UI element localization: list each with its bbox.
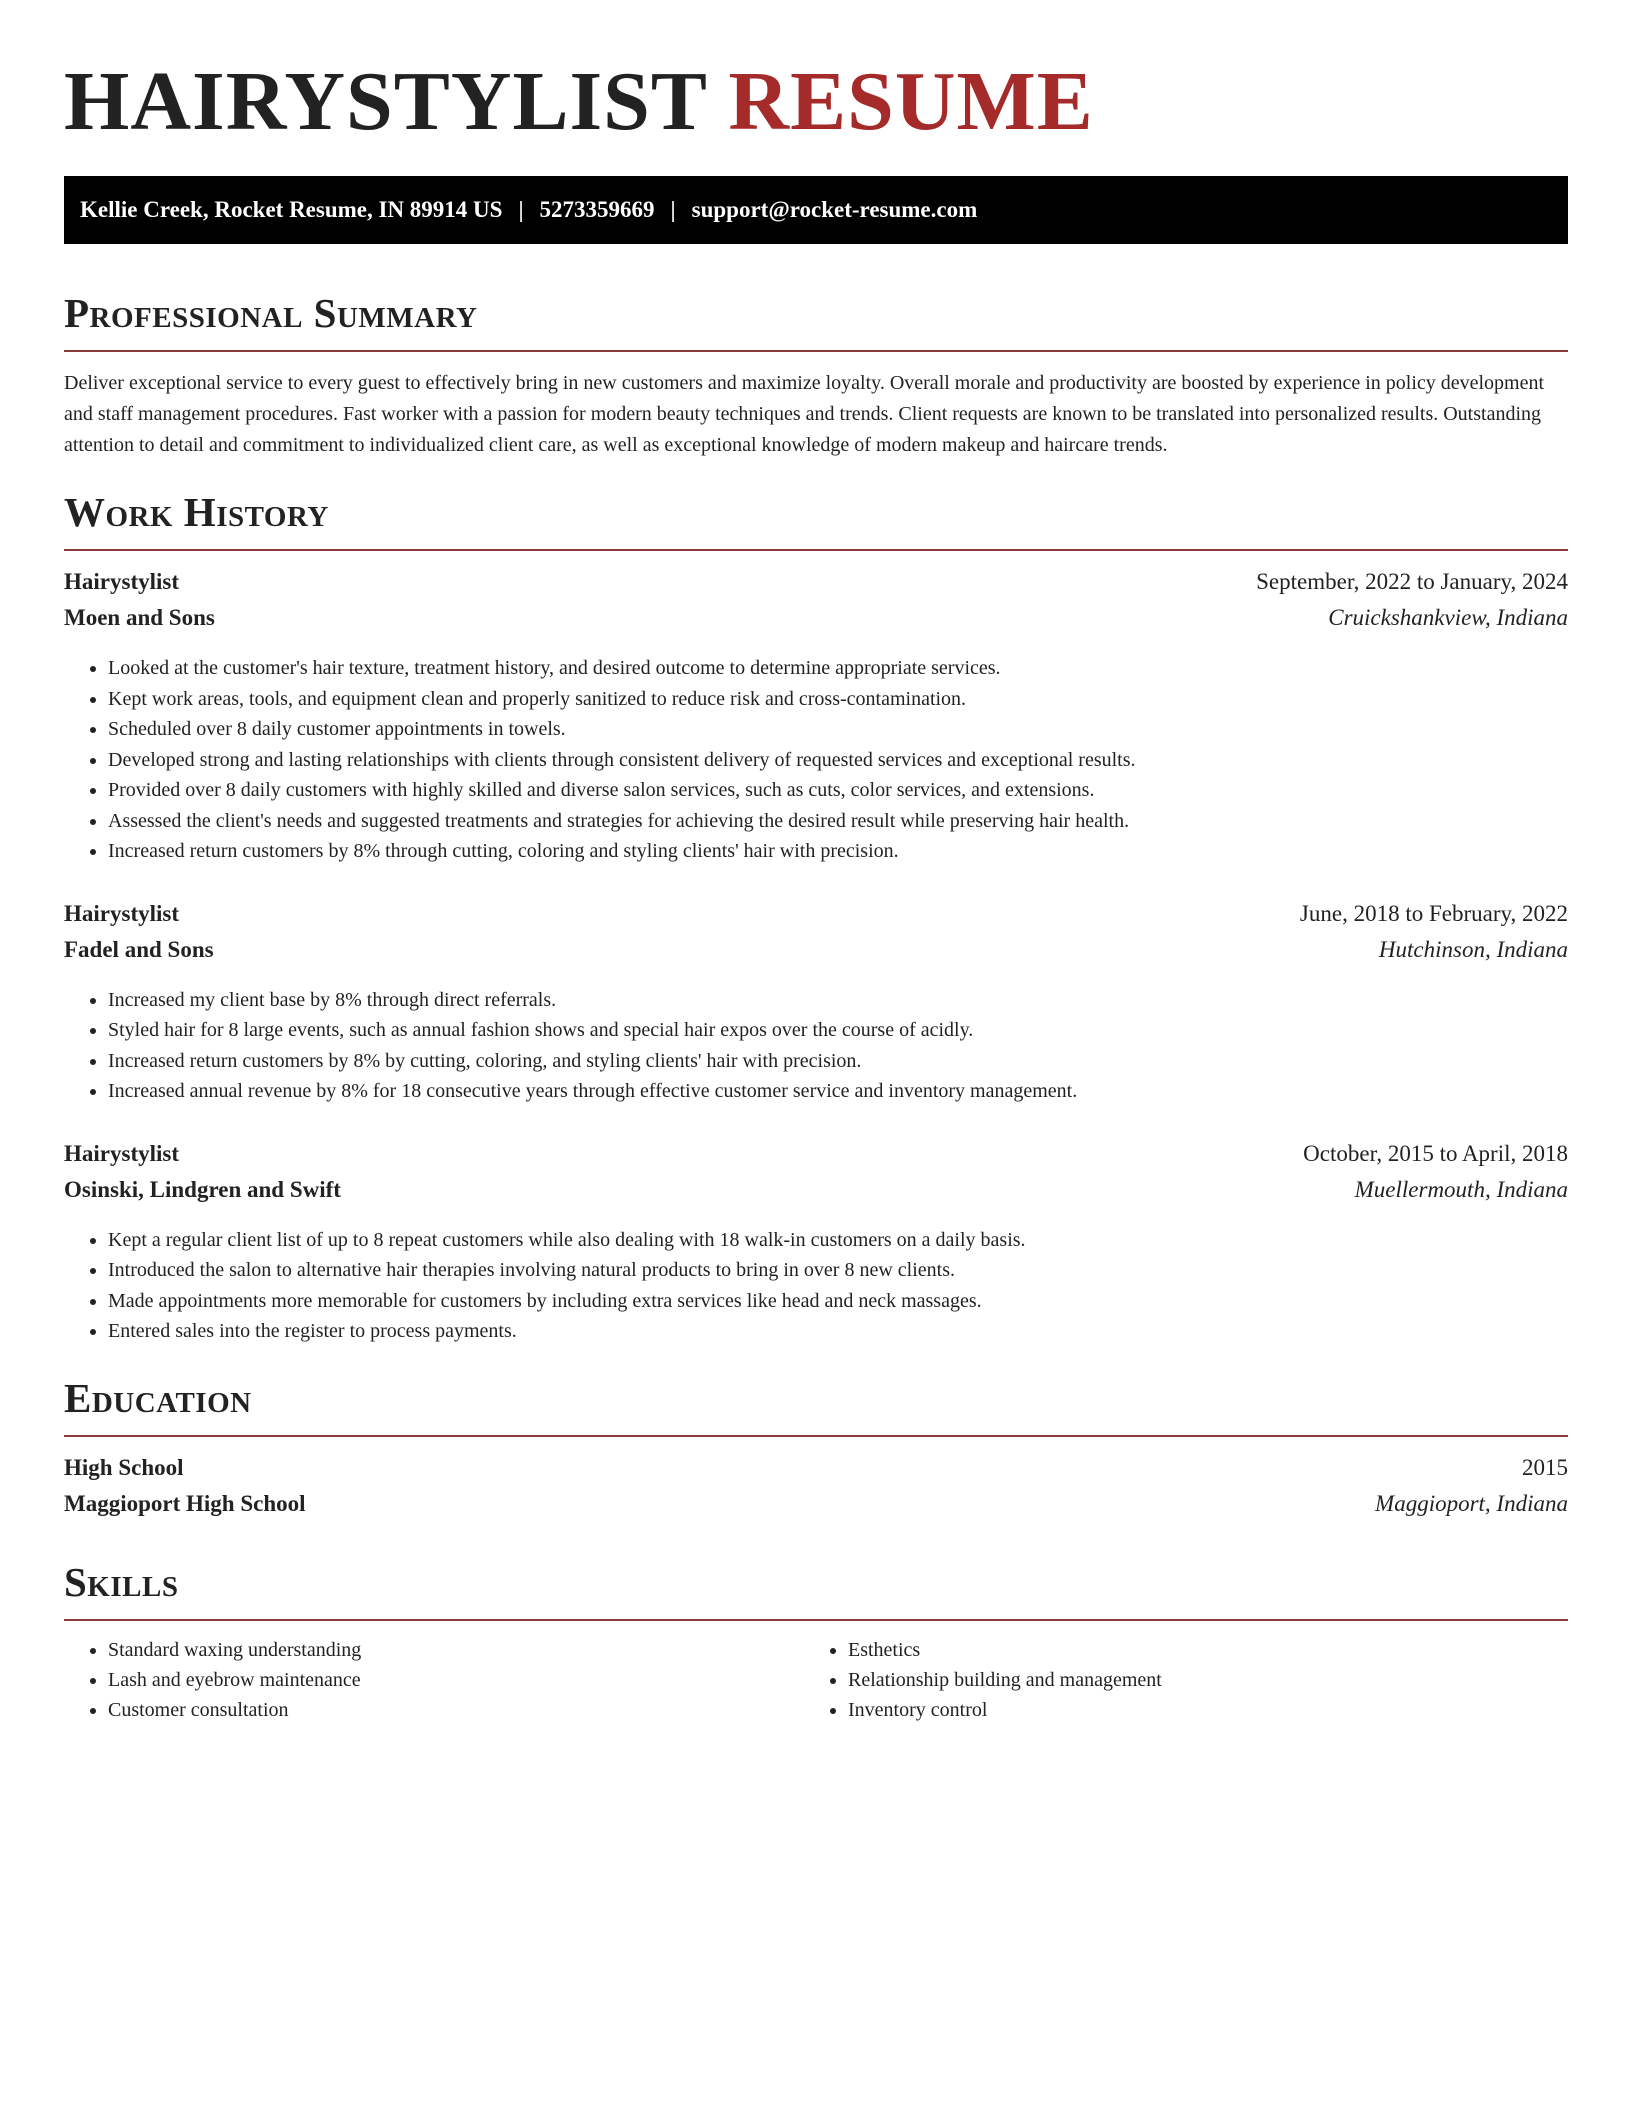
skills-list-left (64, 1635, 804, 1725)
education-heading: Education (64, 1374, 252, 1421)
title-accent: RESUME (728, 55, 1094, 148)
education-year: 2015 (1522, 1454, 1568, 1480)
list-item: • Kept a regular client list of up to 8 repeat customers while also dealing with 18 walk-in customers on a daily basis. (108, 1225, 1568, 1256)
job-dates: October, 2015 to April, 2018 (1303, 1140, 1568, 1166)
list-item: • Increased my client base by 8% through direct referrals. (108, 985, 1568, 1016)
skills-heading: Skills (64, 1558, 179, 1605)
list-item: • Increased annual revenue by 8% for 18 consecutive years through effective customer service and inventory management. (108, 1076, 1568, 1107)
job-entry (64, 569, 1568, 867)
contact-address: Kellie Creek, Rocket Resume, IN 89914 US (80, 197, 503, 222)
job-location: Muellermouth, Indiana (1354, 1176, 1568, 1202)
list-item: • Entered sales into the register to process payments. (108, 1316, 1568, 1347)
list-item: • Scheduled over 8 daily customer appointments in towels. (108, 714, 1568, 745)
job-title: Hairystylist (64, 569, 179, 594)
list-item: • Developed strong and lasting relationships with clients through consistent delivery of requested services and exceptional results. (108, 745, 1568, 776)
list-item: • Increased return customers by 8% by cutting, coloring, and styling clients' hair with precision. (108, 1046, 1568, 1077)
education-entry (64, 1455, 1568, 1527)
work-history-section (64, 487, 1568, 1347)
skill-item: • Standard waxing understanding (108, 1635, 804, 1665)
skill-item: • Relationship building and management (848, 1665, 1544, 1695)
list-item: • Increased return customers by 8% through cutting, coloring and styling clients' hair with precision. (108, 836, 1568, 867)
contact-bar (64, 176, 1568, 244)
contact-separator: | (518, 197, 524, 222)
list-item: • Styled hair for 8 large events, such as annual fashion shows and special hair expos over the course of acidly. (108, 1015, 1568, 1046)
skill-item: • Inventory control (848, 1695, 1544, 1725)
job-company: Osinski, Lindgren and Swift (64, 1176, 341, 1202)
education-section (64, 1373, 1568, 1527)
contact-email: support@rocket-resume.com (691, 197, 978, 222)
job-company: Fadel and Sons (64, 936, 214, 962)
education-degree: High School (64, 1454, 184, 1480)
job-dates: September, 2022 to January, 2024 (1256, 569, 1568, 594)
skills-section (64, 1557, 1568, 1725)
list-item: • Made appointments more memorable for customers by including extra services like head and neck massages. (108, 1286, 1568, 1317)
section-divider (64, 1435, 1568, 1437)
list-item: • Provided over 8 daily customers with highly skilled and diverse salon services, such as cuts, color services, and extensions. (108, 775, 1568, 806)
skill-item: • Esthetics (848, 1635, 1544, 1665)
resume-title (64, 0, 1568, 152)
job-location: Hutchinson, Indiana (1378, 936, 1568, 962)
section-divider (64, 350, 1568, 352)
education-location: Maggioport, Indiana (1375, 1490, 1568, 1516)
list-item: • Introduced the salon to alternative hair therapies involving natural products to bring in over 8 new clients. (108, 1255, 1568, 1286)
job-title: Hairystylist (64, 900, 179, 926)
job-title: Hairystylist (64, 1140, 179, 1166)
job-entry (64, 1141, 1568, 1347)
skill-item: • Lash and eyebrow maintenance (108, 1665, 804, 1695)
title-main: HAIRYSTYLIST (64, 55, 707, 148)
job-bullets (64, 1225, 1568, 1347)
list-item: • Looked at the customer's hair texture, treatment history, and desired outcome to determine appropriate services. (108, 653, 1568, 684)
list-item: • Assessed the client's needs and suggested treatments and strategies for achieving the desired result while preserving hair health. (108, 806, 1568, 837)
summary-section (64, 288, 1568, 461)
contact-separator: | (670, 197, 676, 222)
skills-grid (64, 1635, 1568, 1725)
job-location: Cruickshankview, Indiana (1328, 605, 1568, 630)
skills-list-right (804, 1635, 1544, 1725)
resume-page (64, 0, 1568, 1725)
list-item: • Kept work areas, tools, and equipment clean and properly sanitized to reduce risk and cross-contamination. (108, 684, 1568, 715)
contact-phone: 5273359669 (539, 197, 655, 222)
summary-heading: Professional Summary (64, 290, 478, 336)
job-dates: June, 2018 to February, 2022 (1299, 900, 1568, 926)
section-divider (64, 549, 1568, 551)
job-bullets (64, 985, 1568, 1107)
job-entry (64, 901, 1568, 1107)
section-divider (64, 1619, 1568, 1621)
skill-item: • Customer consultation (108, 1695, 804, 1725)
work-history-heading: Work History (64, 489, 329, 535)
summary-text: Deliver exceptional service to every guest to effectively bring in new customers and maximize loyalty. Overall morale and productivity are boosted by experience in policy development and staff management procedures. Fast worker with a passion for modern beauty techniques and trends. Client requests are known to be translated into personalized results. Outstanding attention to detail and commitment to individualized client care, as well as exceptional knowledge of modern makeup and haircare trends. (64, 372, 1545, 456)
education-school: Maggioport High School (64, 1490, 306, 1516)
job-bullets (64, 653, 1568, 867)
job-company: Moen and Sons (64, 605, 215, 630)
